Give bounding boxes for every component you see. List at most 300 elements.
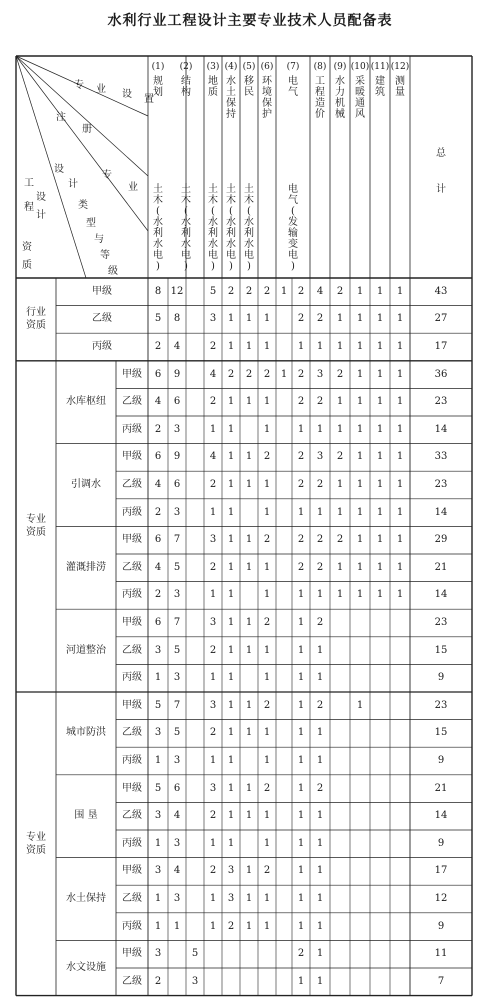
value-cell: 1 (245, 616, 253, 628)
value-cell: 1 (316, 423, 324, 435)
value-cell (370, 775, 390, 803)
value-cell: 1 (245, 892, 253, 904)
value-cell (276, 940, 292, 968)
value-cell: 1 (245, 534, 253, 546)
column-number: (11) (370, 62, 390, 72)
value-cell: 1 (316, 727, 324, 739)
value-cell: 1 (209, 754, 217, 766)
value-cell: 1 (245, 782, 253, 794)
value-cell (222, 940, 240, 968)
value-cell: 7 (173, 699, 181, 711)
value-cell (276, 720, 292, 748)
value-cell (276, 692, 292, 720)
grade-label: 乙级 (122, 975, 142, 987)
value-cell: 4 (154, 396, 162, 408)
value-cell: 1 (154, 837, 162, 849)
header-diagonal-label: 专 (102, 170, 112, 181)
value-cell (370, 609, 390, 637)
value-cell (350, 637, 370, 665)
value-cell: 1 (227, 837, 235, 849)
total-cell: 14 (434, 423, 448, 435)
grade-label: 乙级 (122, 644, 142, 656)
value-cell (390, 775, 410, 803)
total-cell: 27 (434, 313, 448, 325)
column-name: 移 民 (244, 76, 254, 98)
value-cell: 1 (396, 561, 404, 573)
value-cell: 2 (245, 368, 253, 380)
column-name: 建 筑 (375, 76, 385, 98)
value-cell (276, 582, 292, 610)
value-cell: 8 (154, 285, 162, 297)
total-cell: 14 (434, 810, 448, 822)
total-header: 总 计 (436, 148, 446, 195)
grade-label: 甲级 (122, 782, 142, 794)
value-cell: 1 (396, 478, 404, 490)
value-cell: 2 (154, 423, 162, 435)
value-cell: 1 (297, 920, 305, 932)
grade-label: 丙级 (122, 672, 142, 684)
header-diagonal-label: 等 (100, 250, 110, 261)
value-cell: 2 (316, 396, 324, 408)
value-cell: 1 (227, 644, 235, 656)
value-cell: 1 (336, 561, 344, 573)
header-diagonal-label: 设 (54, 164, 64, 175)
column-number: (10) (350, 62, 370, 72)
value-cell: 1 (263, 423, 271, 435)
column-number: (9) (333, 62, 347, 72)
grade-label: 甲级 (92, 285, 112, 297)
total-cell: 15 (434, 727, 448, 739)
value-cell: 6 (154, 451, 162, 463)
value-cell: 2 (297, 396, 305, 408)
value-cell: 1 (316, 975, 324, 987)
value-cell: 5 (191, 948, 199, 960)
grade-label: 丙级 (122, 423, 142, 435)
value-cell: 1 (376, 285, 384, 297)
column-number: (7) (286, 62, 300, 72)
value-cell: 1 (336, 589, 344, 601)
value-cell (276, 858, 292, 886)
value-cell: 1 (209, 589, 217, 601)
group-label-text: 行业 资质 (26, 307, 46, 332)
value-cell: 3 (227, 892, 235, 904)
column-name: 水 土 保 持 (226, 76, 236, 120)
value-cell: 8 (173, 313, 181, 325)
subgroup-label: 围 垦 (74, 810, 98, 822)
column-number: (4) (224, 62, 238, 72)
value-cell (370, 664, 390, 692)
value-cell: 3 (154, 865, 162, 877)
value-cell: 5 (173, 644, 181, 656)
value-cell: 5 (154, 782, 162, 794)
value-cell: 2 (209, 644, 217, 656)
value-cell: 5 (209, 285, 217, 297)
value-cell: 1 (227, 672, 235, 684)
value-cell: 1 (154, 672, 162, 684)
value-cell: 1 (297, 340, 305, 352)
value-cell: 1 (245, 340, 253, 352)
value-cell: 1 (376, 561, 384, 573)
value-cell: 1 (316, 644, 324, 656)
value-cell: 1 (376, 313, 384, 325)
value-cell (390, 968, 410, 996)
value-cell: 2 (316, 478, 324, 490)
value-cell (350, 747, 370, 775)
value-cell: 1 (263, 837, 271, 849)
value-cell: 2 (336, 451, 344, 463)
value-cell: 4 (173, 865, 181, 877)
value-cell: 2 (154, 589, 162, 601)
value-cell: 2 (154, 340, 162, 352)
value-cell: 2 (263, 865, 271, 877)
value-cell (240, 940, 258, 968)
value-cell: 1 (227, 340, 235, 352)
value-cell: 1 (356, 368, 364, 380)
value-cell: 1 (376, 396, 384, 408)
value-cell: 3 (209, 534, 217, 546)
grade-label: 乙级 (122, 561, 142, 573)
value-cell: 1 (316, 892, 324, 904)
column-number: (12) (390, 62, 410, 72)
value-cell (240, 968, 258, 996)
value-cell: 2 (245, 285, 253, 297)
grade-label: 丙级 (122, 837, 142, 849)
value-cell: 1 (263, 561, 271, 573)
grade-label: 丙级 (122, 589, 142, 601)
value-cell: 1 (297, 865, 305, 877)
value-cell (204, 968, 222, 996)
column-number: (1) (151, 62, 165, 72)
value-cell: 2 (297, 285, 305, 297)
value-cell (330, 609, 350, 637)
value-cell: 2 (336, 368, 344, 380)
value-cell (186, 278, 204, 306)
value-cell: 1 (396, 396, 404, 408)
value-cell (168, 940, 186, 968)
value-cell: 2 (263, 285, 271, 297)
value-cell: 3 (316, 368, 324, 380)
value-cell: 2 (263, 368, 271, 380)
value-cell: 1 (356, 396, 364, 408)
column-name: 规 划 (153, 76, 163, 98)
value-cell: 1 (297, 727, 305, 739)
header-qualification-char: 计 (36, 210, 46, 221)
value-cell: 1 (297, 644, 305, 656)
value-cell (276, 968, 292, 996)
grade-label: 甲级 (122, 948, 142, 960)
value-cell: 9 (173, 451, 181, 463)
column-name: 结 构 (181, 76, 191, 98)
value-cell: 7 (173, 534, 181, 546)
value-cell: 1 (336, 423, 344, 435)
value-cell (186, 499, 204, 527)
value-cell (186, 637, 204, 665)
value-cell (350, 913, 370, 941)
value-cell: 1 (297, 589, 305, 601)
value-cell: 5 (173, 561, 181, 573)
value-cell: 1 (356, 534, 364, 546)
value-cell: 2 (297, 561, 305, 573)
value-cell: 1 (227, 313, 235, 325)
value-cell: 7 (173, 616, 181, 628)
value-cell: 1 (173, 920, 181, 932)
value-cell: 6 (154, 534, 162, 546)
column-number: (2) (179, 62, 193, 72)
value-cell: 1 (245, 699, 253, 711)
column-name: 地 质 (208, 76, 218, 98)
column-number: (6) (260, 62, 274, 72)
value-cell: 2 (316, 561, 324, 573)
value-cell (330, 940, 350, 968)
value-cell: 4 (154, 561, 162, 573)
value-cell: 4 (209, 368, 217, 380)
value-cell: 3 (191, 975, 199, 987)
column-registration: 土 木 ( 水 利 水 电 ) (226, 184, 236, 272)
value-cell: 1 (316, 754, 324, 766)
value-cell: 1 (227, 699, 235, 711)
total-cell: 9 (437, 837, 445, 849)
value-cell: 1 (263, 672, 271, 684)
value-cell (350, 802, 370, 830)
value-cell: 1 (316, 920, 324, 932)
grade-label: 乙级 (122, 727, 142, 739)
value-cell (240, 830, 258, 858)
value-cell: 1 (245, 561, 253, 573)
grade-label: 丙级 (122, 754, 142, 766)
value-cell: 1 (396, 534, 404, 546)
document-title: 水利行业工程设计主要专业技术人员配备表 (107, 13, 393, 29)
value-cell: 1 (227, 810, 235, 822)
value-cell (390, 747, 410, 775)
value-cell: 1 (245, 644, 253, 656)
value-cell: 3 (154, 810, 162, 822)
value-cell: 1 (245, 396, 253, 408)
value-cell: 3 (173, 837, 181, 849)
value-cell (350, 775, 370, 803)
value-cell (390, 830, 410, 858)
value-cell: 3 (316, 451, 324, 463)
value-cell: 1 (336, 340, 344, 352)
value-cell: 1 (209, 892, 217, 904)
value-cell: 5 (173, 727, 181, 739)
value-cell (370, 968, 390, 996)
value-cell: 1 (376, 478, 384, 490)
value-cell: 1 (297, 423, 305, 435)
value-cell: 1 (376, 368, 384, 380)
value-cell: 1 (396, 285, 404, 297)
value-cell: 1 (376, 534, 384, 546)
grade-label: 甲级 (122, 451, 142, 463)
value-cell: 3 (209, 782, 217, 794)
grade-label: 甲级 (122, 699, 142, 711)
value-cell: 2 (297, 948, 305, 960)
header-diagonal-label: 业 (128, 182, 138, 193)
value-cell: 2 (227, 285, 235, 297)
value-cell: 1 (376, 451, 384, 463)
value-cell (276, 775, 292, 803)
value-cell: 1 (209, 920, 217, 932)
value-cell: 1 (336, 478, 344, 490)
value-cell: 2 (227, 368, 235, 380)
total-cell: 23 (434, 699, 448, 711)
value-cell (240, 747, 258, 775)
subgroup-label: 水库枢纽 (66, 396, 106, 408)
value-cell: 3 (209, 616, 217, 628)
value-cell: 1 (356, 285, 364, 297)
grade-label: 甲级 (122, 865, 142, 877)
value-cell: 1 (396, 313, 404, 325)
value-cell: 1 (356, 506, 364, 518)
column-number: (5) (242, 62, 256, 72)
value-cell: 2 (154, 506, 162, 518)
value-cell (186, 775, 204, 803)
value-cell: 1 (209, 506, 217, 518)
value-cell: 1 (245, 313, 253, 325)
header-diagonal-label: 型 (86, 218, 96, 229)
grade-label: 乙级 (92, 313, 112, 325)
value-cell: 3 (227, 865, 235, 877)
value-cell (186, 802, 204, 830)
value-cell (186, 582, 204, 610)
grade-label: 甲级 (122, 368, 142, 380)
value-cell (276, 747, 292, 775)
value-cell (186, 361, 204, 389)
value-cell: 6 (173, 478, 181, 490)
value-cell: 1 (263, 644, 271, 656)
value-cell: 1 (263, 727, 271, 739)
column-name: 采 暖 通 风 (355, 76, 365, 120)
value-cell: 3 (209, 313, 217, 325)
value-cell: 1 (297, 782, 305, 794)
value-cell: 2 (316, 313, 324, 325)
header-diagonal-label: 注 (56, 112, 66, 123)
value-cell: 1 (263, 396, 271, 408)
value-cell: 3 (173, 589, 181, 601)
grade-label: 乙级 (122, 478, 142, 490)
value-cell: 1 (297, 672, 305, 684)
value-cell: 2 (209, 727, 217, 739)
value-cell: 1 (336, 506, 344, 518)
grade-label: 丙级 (122, 506, 142, 518)
value-cell (276, 664, 292, 692)
value-cell: 2 (297, 368, 305, 380)
value-cell: 1 (227, 534, 235, 546)
value-cell: 6 (173, 782, 181, 794)
value-cell: 2 (316, 782, 324, 794)
value-cell (390, 692, 410, 720)
value-cell: 1 (316, 865, 324, 877)
value-cell: 2 (316, 616, 324, 628)
value-cell (186, 416, 204, 444)
value-cell (330, 830, 350, 858)
group-label (16, 692, 56, 996)
value-cell (276, 388, 292, 416)
total-cell: 17 (434, 865, 448, 877)
value-cell: 1 (356, 340, 364, 352)
value-cell (276, 913, 292, 941)
value-cell (276, 416, 292, 444)
value-cell (350, 858, 370, 886)
value-cell: 1 (227, 782, 235, 794)
value-cell: 6 (173, 396, 181, 408)
value-cell (186, 388, 204, 416)
value-cell (370, 913, 390, 941)
value-cell (168, 968, 186, 996)
value-cell: 1 (245, 451, 253, 463)
value-cell: 5 (154, 699, 162, 711)
value-cell: 4 (316, 285, 324, 297)
value-cell: 1 (154, 920, 162, 932)
value-cell (350, 720, 370, 748)
value-cell: 3 (173, 506, 181, 518)
header-diagonal-label: 设 (122, 89, 132, 100)
value-cell (330, 747, 350, 775)
value-cell: 1 (209, 837, 217, 849)
value-cell: 1 (280, 285, 288, 297)
value-cell: 1 (316, 506, 324, 518)
value-cell (276, 554, 292, 582)
value-cell: 1 (263, 754, 271, 766)
column-name: 工 程 造 价 (315, 76, 325, 120)
value-cell: 1 (209, 423, 217, 435)
value-cell (390, 802, 410, 830)
value-cell (240, 416, 258, 444)
value-cell (186, 885, 204, 913)
value-cell: 1 (263, 810, 271, 822)
value-cell: 1 (227, 589, 235, 601)
value-cell (186, 720, 204, 748)
value-cell: 3 (173, 672, 181, 684)
value-cell: 5 (154, 313, 162, 325)
value-cell: 1 (297, 754, 305, 766)
value-cell: 4 (154, 478, 162, 490)
value-cell: 3 (154, 727, 162, 739)
value-cell (276, 333, 292, 361)
grade-label: 乙级 (122, 396, 142, 408)
value-cell: 1 (227, 396, 235, 408)
value-cell (390, 664, 410, 692)
header-qualification-char: 质 (22, 260, 32, 271)
value-cell (390, 913, 410, 941)
value-cell: 2 (316, 699, 324, 711)
value-cell: 3 (173, 423, 181, 435)
value-cell: 1 (245, 865, 253, 877)
total-cell: 7 (437, 975, 445, 987)
value-cell: 1 (297, 892, 305, 904)
value-cell: 1 (227, 727, 235, 739)
column-name: 水 力 机 械 (335, 76, 345, 120)
header-qualification-char: 设 (36, 192, 46, 203)
column-registration: 土 木 ( 水 利 水 电 ) (153, 184, 163, 272)
value-cell: 1 (356, 313, 364, 325)
value-cell: 2 (154, 975, 162, 987)
value-cell (186, 858, 204, 886)
value-cell (276, 526, 292, 554)
subgroup-label: 城市防洪 (66, 727, 106, 739)
value-cell: 1 (227, 754, 235, 766)
value-cell (330, 802, 350, 830)
value-cell (258, 940, 276, 968)
total-cell: 9 (437, 754, 445, 766)
total-cell: 36 (434, 368, 448, 380)
value-cell: 1 (280, 368, 288, 380)
value-cell: 1 (396, 423, 404, 435)
diag-line (16, 56, 148, 176)
group-label-text: 专业 资质 (26, 514, 46, 539)
value-cell (186, 333, 204, 361)
total-cell: 9 (437, 920, 445, 932)
value-cell (276, 306, 292, 334)
